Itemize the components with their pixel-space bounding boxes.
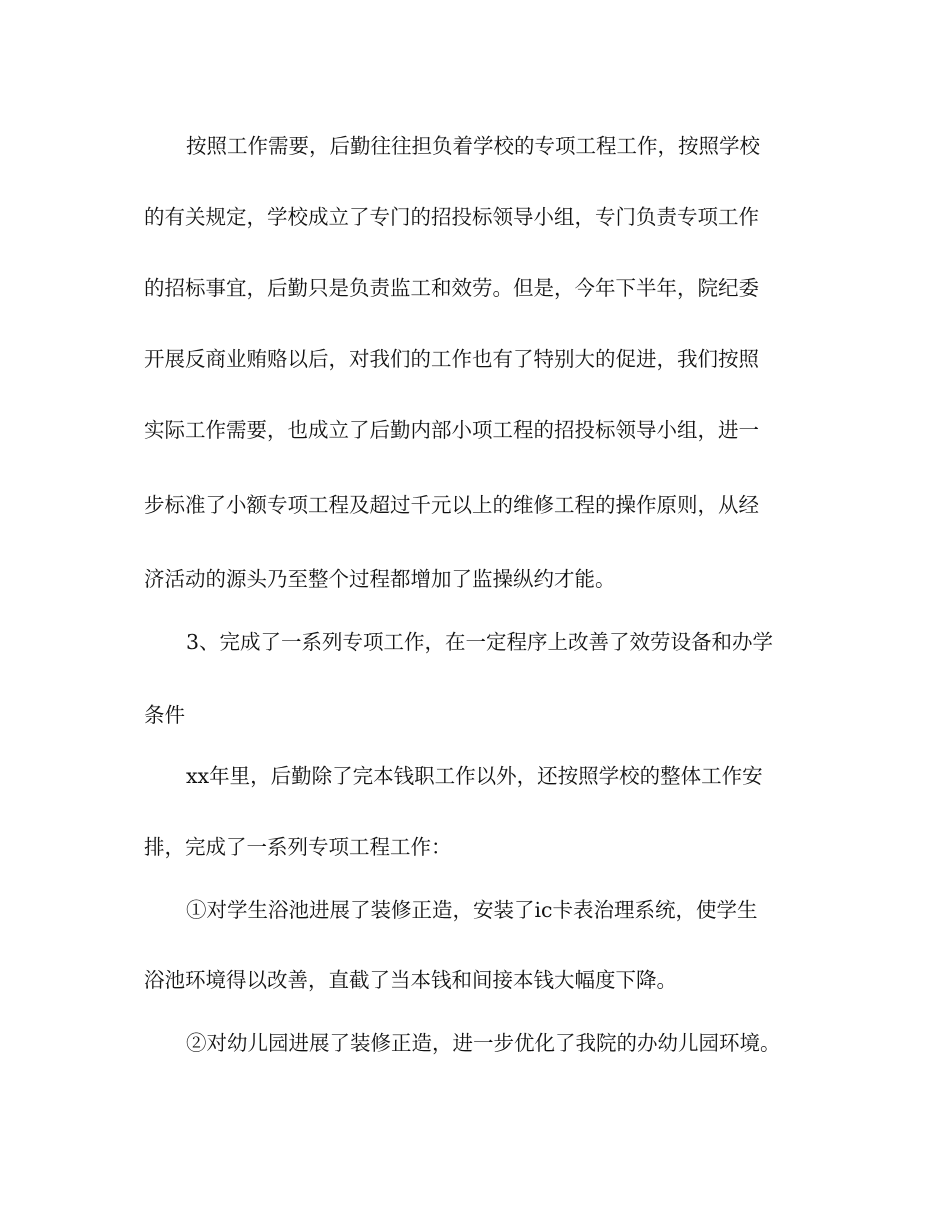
- paragraph-line: 步标准了小额专项工程及超过千元以上的维修工程的操作原则，从经: [144, 493, 759, 517]
- section-heading-line: 条件: [144, 703, 185, 727]
- paragraph-line: 开展反商业贿赂以后，对我们的工作也有了特别大的促进，我们按照: [144, 347, 759, 371]
- section-heading-line: 3、完成了一系列专项工作，在一定程序上改善了效劳设备和办学: [186, 630, 774, 654]
- list-item-line: 浴池环境得以改善，直截了当本钱和间接本钱大幅度下降。: [144, 968, 677, 992]
- paragraph-line: 按照工作需要，后勤往往担负着学校的专项工程工作，按照学校: [186, 134, 760, 158]
- paragraph-line: xx年里，后勤除了完本钱职工作以外，还按照学校的整体工作安: [186, 764, 763, 788]
- paragraph-line: 实际工作需要，也成立了后勤内部小项工程的招投标领导小组，进一: [144, 418, 759, 442]
- list-item-line: ①对学生浴池进展了装修正造，安装了ic卡表治理系统，使学生: [186, 898, 758, 922]
- paragraph-line: 排，完成了一系列专项工程工作：: [144, 835, 452, 859]
- paragraph-line: 的有关规定，学校成立了专门的招投标领导小组，专门负责专项工作: [144, 205, 759, 229]
- paragraph-line: 济活动的源头乃至整个过程都增加了监操纵约才能。: [144, 567, 616, 591]
- list-item-line: ②对幼儿园进展了装修正造，进一步优化了我院的办幼儿园环境。: [186, 1031, 781, 1055]
- paragraph-line: 的招标事宜，后勤只是负责监工和效劳。但是，今年下半年，院纪委: [144, 276, 759, 300]
